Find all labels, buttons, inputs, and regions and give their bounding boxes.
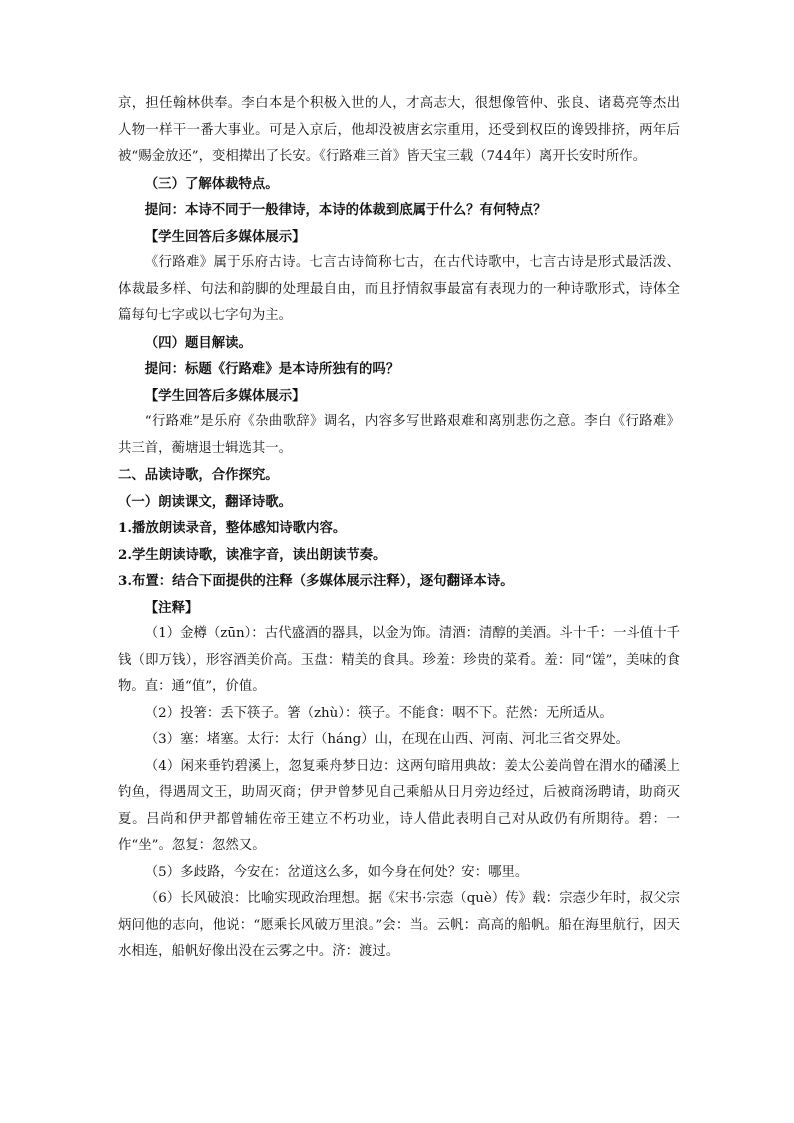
section-heading-appreciation: 二、品读诗歌，合作探究。 (118, 467, 279, 483)
question-title: 提问：标题《行路难》是本诗所独有的吗？ (144, 361, 400, 377)
note-2: （2）投箸：丢下筷子。箸（zhù）：筷子。不能食：咽不下。茫然：无所适从。 (144, 705, 613, 721)
notes-heading: 【注释】 (144, 599, 199, 616)
media-display-label: 【学生回答后多媒体展示】 (144, 228, 306, 245)
page-content (118, 91, 680, 966)
media-display-label: 【学生回答后多媒体展示】 (144, 387, 306, 404)
note-6: （6）长风破浪：比喻实现政治理想。据《宋书·宗悫（què）传》载：宗悫少年时，叔父宗炳问他的志向，他说：“愿乘长风破万里浪。”会：当。云帆：高高的船帆。船在海里航行，因天水相连，船帆好像出没在云雾之中。济：渡过。 (118, 891, 680, 959)
question-genre: 提问：本诗不同于一般律诗，本诗的体裁到底属于什么？有何特点？ (144, 202, 547, 218)
paragraph-title-explanation: “行路难”是乐府《杂曲歌辞》调名，内容多写世路艰难和离别悲伤之意。李白《行路难》共三首，蘅塘退士辑选其一。 (118, 414, 680, 456)
paragraph-author-background: 京，担任翰林供奉。李白本是个积极入世的人，才高志大，很想像管仲、张良、诸葛亮等杰出人物一样干一番大事业。可是入京后，他却没被唐玄宗重用，还受到权臣的谗毁排挤，两年后被“赐金放还”，变相撵出了长安。《行路难三首》皆天宝三载（744年）离开长安时所作。 (118, 96, 680, 164)
step-2: 2.学生朗读诗歌，读准字音，读出朗读节奏。 (118, 546, 387, 563)
step-3: 3.布置：结合下面提供的注释（多媒体展示注释），逐句翻译本诗。 (118, 573, 514, 589)
heading-title-reading: （四）题目解读。 (144, 334, 252, 351)
heading-genre-features: （三）了解体裁特点。 (144, 175, 279, 192)
paragraph-genre-explanation: 《行路难》属于乐府古诗。七言古诗简称七古，在古代诗歌中，七言古诗是形式最活泼、体裁最多样、句法和韵脚的处理最自由，而且抒情叙事最富有表现力的一种诗歌形式，诗体全篇每句七字或以七字句为主。 (118, 255, 680, 323)
step-1: 1.播放朗读录音，整体感知诗歌内容。 (118, 520, 347, 536)
note-1: （1）金樽（zūn）：古代盛酒的器具，以金为饰。清酒：清醇的美酒。斗十千：一斗值十千钱（即万钱），形容酒美价高。玉盘：精美的食具。珍羞：珍贵的菜肴。羞：同“馐”，美味的食物。直：通“值”，价值。 (118, 626, 680, 694)
note-3: （3）塞：堵塞。太行：太行（háng）山，在现在山西、河南、河北三省交界处。 (144, 732, 630, 747)
note-5: （5）多歧路，今安在：岔道这么多，如今身在何处？安：哪里。 (144, 864, 529, 880)
note-4: （4）闲来垂钓碧溪上，忽复乘舟梦日边：这两句暗用典故：姜太公姜尚曾在渭水的磻溪上钓鱼，得遇周文王，助周灭商；伊尹曾梦见自己乘船从日月旁边经过，后被商汤聘请，助商灭夏。吕尚和伊尹都曾辅佐帝王建立不朽功业，诗人借此表明自己对从政仍有所期待。碧：一作“坐”。忽复：忽然又。 (118, 758, 680, 853)
subheading-reading-translation: （一）朗读课文，翻译诗歌。 (118, 493, 293, 510)
